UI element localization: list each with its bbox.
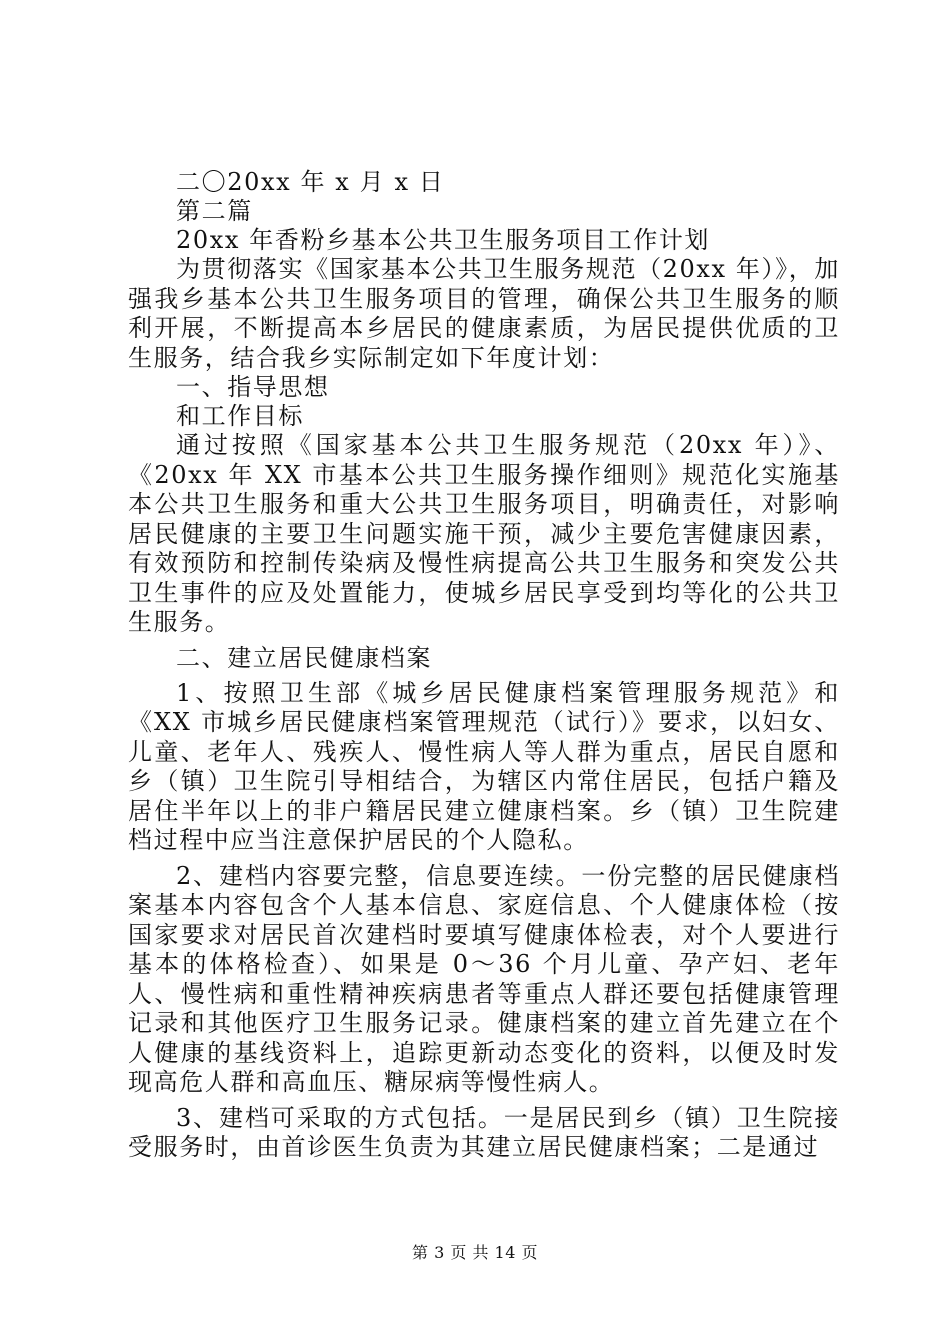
date-line: 二〇20xx 年 x 月 x 日 xyxy=(176,168,445,196)
intro-paragraph: 为贯彻落实《国家基本公共卫生服务规范（20xx 年）》，加强我乡基本公共卫生服务项目的管理，确保公共卫生服务的顺利开展，不断提高本乡居民的健康素质，为居民提供优质的卫生服务，结合我乡实际制定如下年度计划： xyxy=(128,255,840,372)
page-footer: 第 3 页 共 14 页 xyxy=(412,1243,538,1262)
document-body xyxy=(128,168,840,1163)
document-title: 20xx 年香粉乡基本公共卫生服务项目工作计划 xyxy=(176,226,711,254)
heading-work-goals: 和工作目标 xyxy=(176,402,304,430)
records-paragraph-2: 2、建档内容要完整，信息要连续。一份完整的居民健康档案基本内容包含个人基本信息、家庭信息、个人健康体检（按国家要求对居民首次建档时要填写健康体检表，对个人要进行基本的体格检查）、如果是 0～36 个月儿童、孕产妇、老年人、慢性病和重性精神疾病患者等重点人群还要包括健康管理记录和其他医疗卫生服务记录。健康档案的建立首先建立在个人健康的基线资料上，追踪更新动态变化的资料，以便及时发现高危人群和高血压、糖尿病等慢性病人。 xyxy=(128,861,840,1096)
records-paragraph-3: 3、建档可采取的方式包括。一是居民到乡（镇）卫生院接受服务时，由首诊医生负责为其建立居民健康档案；二是通过 xyxy=(128,1103,840,1161)
section-label: 第二篇 xyxy=(176,197,253,225)
heading-health-records: 二、建立居民健康档案 xyxy=(176,643,432,672)
records-paragraph-1: 1、按照卫生部《城乡居民健康档案管理服务规范》和《XX 市城乡居民健康档案管理规范（试行）》要求，以妇女、儿童、老年人、残疾人、慢性病人等人群为重点，居民自愿和乡（镇）卫生院引导相结合，为辖区内常住居民，包括户籍及居住半年以上的非户籍居民建立健康档案。乡（镇）卫生院建档过程中应当注意保护居民的个人隐私。 xyxy=(128,678,840,854)
guiding-paragraph: 通过按照《国家基本公共卫生服务规范（20xx 年）》、《20xx 年 XX 市基本公共卫生服务操作细则》规范化实施基本公共卫生服务和重大公共卫生服务项目，明确责任，对影响居民健康的主要卫生问题实施干预，减少主要危害健康因素，有效预防和控制传染病及慢性病提高公共卫生服务和突发公共卫生事件的应及处置能力，使城乡居民享受到均等化的公共卫生服务。 xyxy=(128,431,840,636)
heading-guiding-thought: 一、指导思想 xyxy=(176,373,330,401)
